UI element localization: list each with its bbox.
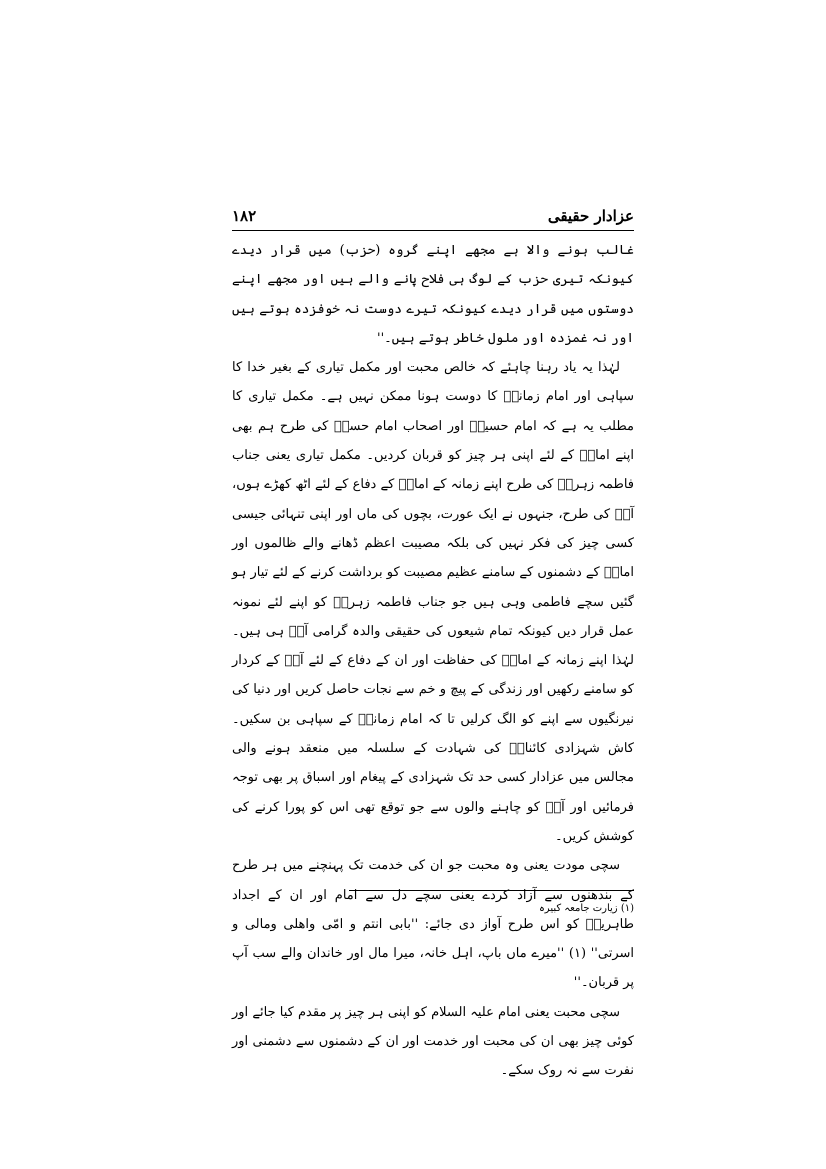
paragraph-true-affection: سچی مودت یعنی وہ محبت جو ان کی خدمت تک پہنچنے میں ہر طرح کے بندھنوں سے آزاد کردے یعنی سچے دل سے امام اور ان کے اجداد طاہرینؑ کو اس طرح آواز دی جائے: ''بابی انتم و امّی واھلی ومالی و اسرتی'' (۱) ''میرے ماں باپ، اہل خانہ، میرا مال اور خاندان والے سب آپ پر قربان۔'': [232, 858, 634, 991]
paragraph-true-love: سچی محبت یعنی امام علیہ السلام کو اپنی ہر چیز پر مقدم کیا جائے اور کوئی چیز بھی ان کی محبت اور خدمت اور ان کے دشمنوں سے دشمنی اور نفرت سے نہ روک سکے۔: [232, 1004, 634, 1079]
paragraph-preparation: لہٰذا یہ یاد رہنا چاہئے کہ خالص محبت اور مکمل تیاری کے بغیر خدا کا سپاہی اور امام زمانہؑ کا دوست ہونا ممکن نہیں ہے۔ مکمل تیاری کا مطلب یہ ہے کہ امام حسینؑ اور اصحاب امام حسنؑ کی طرح ہم بھی اپنے امامؑ کے لئے اپنی ہر چیز کو قربان کردیں۔ مکمل تیاری یعنی جناب فاطمہ زہراؑ کی طرح اپنے زمانہ کے امامؑ کے دفاع کے لئے اٹھ کھڑے ہوں، آپؑ کی طرح، جنہوں نے ایک عورت، بچوں کی ماں اور اپنی تنہائی جیسی کسی چیز کی فکر نہیں کی بلکہ مصیبت اعظم ڈھانے والے ظالموں اور امامؑ کے دشمنوں کے سامنے عظیم مصیبت کو برداشت کرنے کے لئے تیار ہو گئیں سچے فاطمی وہی ہیں جو جناب فاطمہ زہراؑ کو اپنے لئے نمونہ عمل قرار دیں کیونکہ تمام شیعوں کی حقیقی والدہ گرامی آپؑ ہی ہیں۔ لہٰذا اپنے زمانہ کے امامؑ کی حفاظت اور ان کے دفاع کے لئے آپؑ کے کردار کو سامنے رکھیں اور زندگی کے پیچ و خم سے نجات حاصل کریں اور دنیا کی نیرنگیوں سے اپنے کو الگ کرلیں تا کہ امام زمانہؑ کے سپاہی بن سکیں۔ کاش شہزادی کائناتؑ کی شہادت کے سلسلہ میں منعقد ہونے والی مجالس میں عزادار کسی حد تک شہزادی کے پیغام اور اسباق پر بھی توجہ فرمائیں اور آپؑ کو چاہنے والوں سے جو توقع تھی اس کو پورا کرنے کی کوشش کریں۔: [232, 360, 634, 844]
footnote-divider: [349, 890, 634, 891]
book-title: عزادار حقیقی: [547, 207, 634, 225]
footnote: (۱) زیارت جامعہ کبیرہ: [538, 903, 634, 914]
header-divider: [232, 230, 634, 231]
page-number: ۱۸۲: [232, 207, 257, 225]
page-header: [232, 205, 634, 227]
body-text: [232, 236, 634, 1086]
paragraph-continued: غالب ہونے والا ہے مجھے اپنے گروہ (حزب) میں قرار دیدے کیونکہ تیری حزب کے لوگ ہی فلاح پانے والے ہیں اور مجھے اپنے دوستوں میں قرار دیدے کیونکہ تیرے دوست نہ خوفزدہ ہوتے ہیں اور نہ غمزدہ اور ملول خاطر ہوتے ہیں۔'': [232, 243, 634, 346]
